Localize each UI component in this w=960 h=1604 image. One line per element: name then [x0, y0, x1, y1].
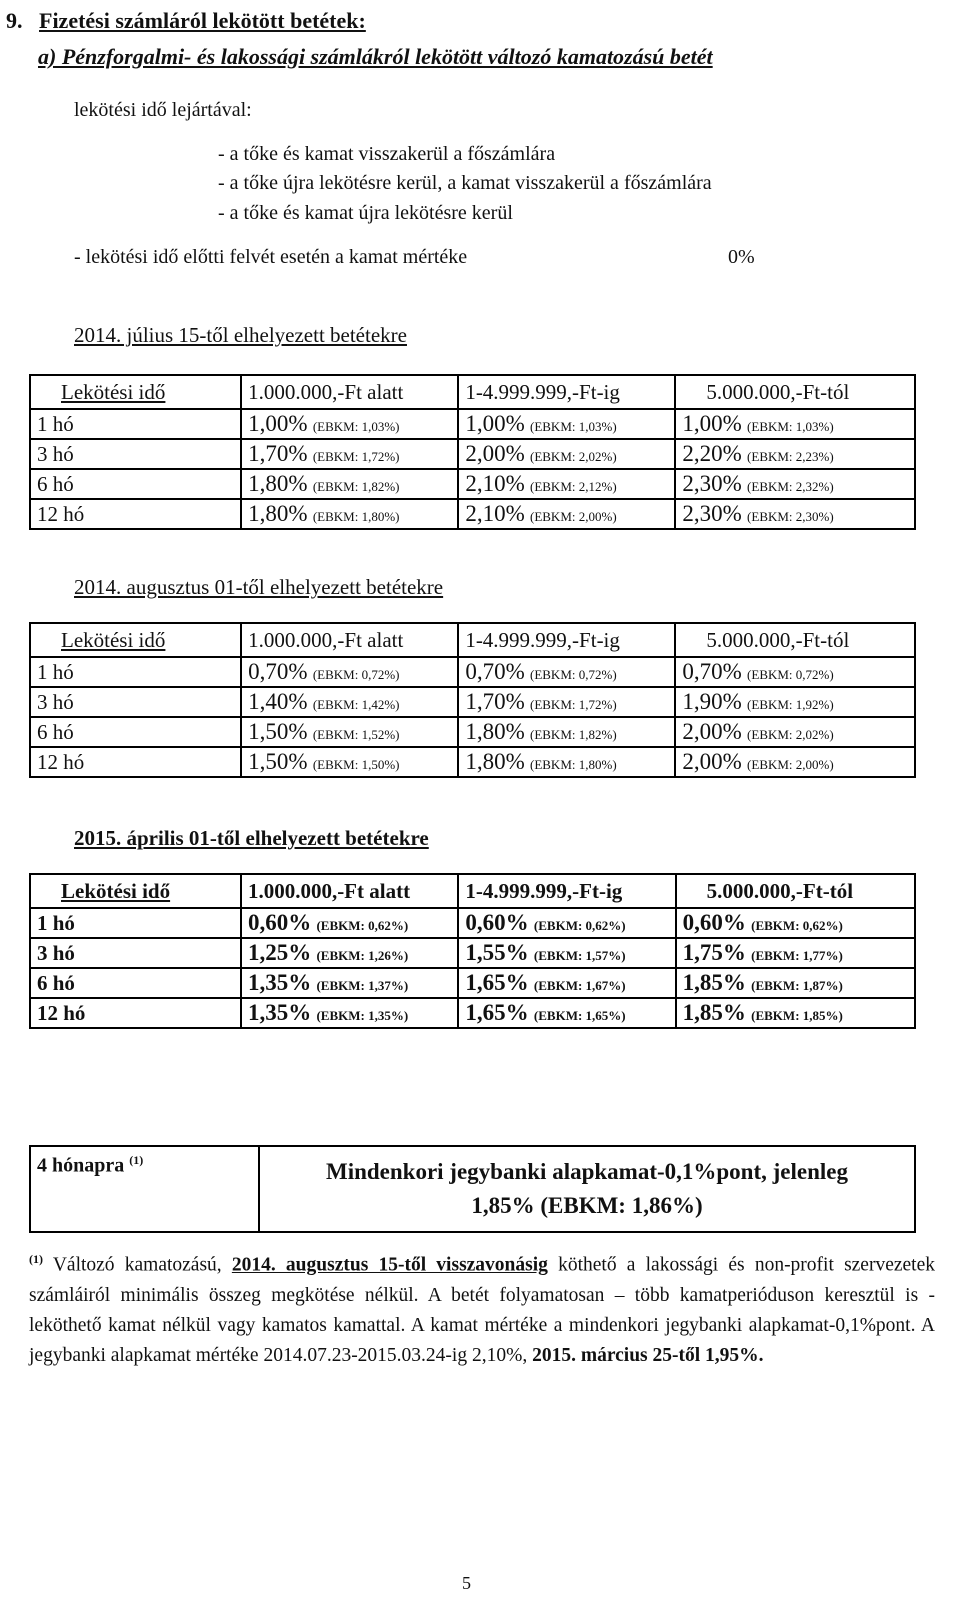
rate-cell [458, 717, 675, 747]
rate-value: 1,90% [682, 689, 742, 714]
rate-value: 1,25% [247, 940, 312, 965]
ebkm-value: (EBKM: 0,72%) [747, 667, 834, 682]
rate-cell [241, 938, 458, 968]
rate-cell [241, 747, 458, 777]
section-number: 9. [6, 8, 23, 33]
rates-table [29, 374, 916, 530]
ebkm-value: (EBKM: 1,50%) [312, 757, 400, 772]
header-tier: 5.000.000,-Ft-tól [676, 874, 915, 908]
rate-cell [458, 499, 675, 529]
rate-cell [458, 657, 675, 687]
option-item: - a tőke és kamat visszakerül a főszámlára [218, 143, 556, 165]
early-withdrawal-value: 0% [728, 246, 755, 268]
rate-value: 1,80% [248, 471, 308, 496]
section-title [6, 8, 366, 34]
page-number: 5 [462, 1573, 471, 1593]
header-tier: 5.000.000,-Ft-tól [675, 375, 915, 409]
ebkm-value: (EBKM: 1,65%) [533, 1008, 626, 1023]
ebkm-value: (EBKM: 1,80%) [312, 509, 400, 524]
option-item: - a tőke és kamat újra lekötésre kerül [218, 202, 513, 224]
rate-cell [241, 439, 458, 469]
term-cell: 6 hó [30, 469, 241, 499]
term-cell: 12 hó [30, 998, 241, 1028]
special-deposit-table [29, 1145, 916, 1233]
section-heading: 2015. április 01-től elhelyezett betétekre [74, 826, 429, 850]
rate-cell [458, 439, 675, 469]
ebkm-value: (EBKM: 1,03%) [747, 419, 834, 434]
maturity-label: lekötési idő lejártával: [74, 99, 252, 121]
rate-value: 1,85% [682, 1000, 746, 1025]
ebkm-value: (EBKM: 1,82%) [529, 727, 617, 742]
rate-value: 1,40% [248, 689, 308, 714]
ebkm-value: (EBKM: 1,52%) [312, 727, 400, 742]
table-row [30, 1146, 915, 1232]
rate-cell [458, 908, 675, 938]
header-tier: 1-4.999.999,-Ft-ig [458, 874, 675, 908]
term-cell: 1 hó [30, 657, 241, 687]
ebkm-value: (EBKM: 0,72%) [312, 667, 400, 682]
ebkm-value: (EBKM: 1,72%) [312, 449, 400, 464]
rate-cell [458, 938, 675, 968]
ebkm-value: (EBKM: 1,03%) [529, 419, 617, 434]
table-row [30, 908, 915, 938]
footnote-mark: (1) [29, 1252, 43, 1266]
subsection-title: a) Pénzforgalmi- és lakossági számlákról lekötött változó kamatozású betét [38, 44, 713, 69]
rate-cell [676, 968, 915, 998]
rate-value: 1,65% [465, 1000, 529, 1025]
rate-cell [675, 439, 915, 469]
rate-value: 1,00% [465, 411, 525, 436]
ebkm-value: (EBKM: 1,80%) [529, 757, 617, 772]
header-term: Lekötési idő [30, 874, 241, 908]
table-row [30, 409, 915, 439]
ebkm-value: (EBKM: 2,02%) [529, 449, 617, 464]
rate-cell [241, 499, 458, 529]
term-cell: 12 hó [30, 499, 241, 529]
rate-value: 1,80% [465, 749, 525, 774]
rate-cell [241, 717, 458, 747]
term-cell: 3 hó [30, 687, 241, 717]
ebkm-value: (EBKM: 1,26%) [316, 948, 409, 963]
ebkm-value: (EBKM: 2,00%) [747, 757, 834, 772]
special-rate-cell [259, 1146, 915, 1232]
rate-cell [675, 469, 915, 499]
table-header-row [30, 874, 915, 908]
rate-cell [675, 409, 915, 439]
rate-cell [458, 968, 675, 998]
rate-cell [241, 657, 458, 687]
rate-cell [241, 908, 458, 938]
footnote-bold-end: 2015. március 25-től 1,95%. [532, 1344, 764, 1366]
ebkm-value: (EBKM: 1,57%) [533, 948, 626, 963]
rate-value: 1,35% [247, 970, 312, 995]
table-row [30, 499, 915, 529]
rate-cell [675, 499, 915, 529]
rate-cell [241, 998, 458, 1028]
rate-value: 1,85% [682, 970, 746, 995]
footnote-part: köthető a lakossági és non-profit szervezetek számláiról minimális összeg megkötése nélkül. A betét folyamatosan – több kamatperióduson keresztül is - leköthető kamat nélkül vagy kamatos kamattal. A kamat mértéke a mindenkori jegybanki alapkamat-0,1%pont. A jegybanki alapkamat mértéke 2014.07.23-2015.03.24-ig 2,10%, [29, 1254, 935, 1366]
rate-cell [675, 687, 915, 717]
table-row [30, 657, 915, 687]
special-term-label: 4 hónapra [37, 1154, 125, 1177]
rate-value: 0,70% [465, 659, 525, 684]
table-row [30, 717, 915, 747]
rate-cell [676, 938, 915, 968]
rate-value: 0,70% [682, 659, 742, 684]
table-header-row [30, 623, 915, 657]
rate-cell [241, 469, 458, 499]
ebkm-value: (EBKM: 1,92%) [747, 697, 834, 712]
rate-cell [458, 747, 675, 777]
ebkm-value: (EBKM: 2,00%) [529, 509, 617, 524]
rate-value: 2,00% [682, 749, 742, 774]
ebkm-value: (EBKM: 0,62%) [751, 918, 843, 933]
rate-cell [241, 687, 458, 717]
footnote-part: Változó kamatozású, [43, 1254, 232, 1276]
ebkm-value: (EBKM: 0,72%) [529, 667, 617, 682]
option-item: - a tőke újra lekötésre kerül, a kamat visszakerül a főszámlára [218, 172, 712, 194]
rate-cell [458, 469, 675, 499]
ebkm-value: (EBKM: 0,62%) [533, 918, 626, 933]
rate-cell [676, 998, 915, 1028]
rate-cell [458, 409, 675, 439]
footnote-text [29, 1244, 935, 1371]
rates-table [29, 622, 916, 778]
header-tier: 1-4.999.999,-Ft-ig [458, 375, 675, 409]
rate-value: 1,50% [248, 749, 308, 774]
rate-value: 1,65% [465, 970, 529, 995]
header-tier: 1.000.000,-Ft alatt [241, 623, 458, 657]
rate-value: 1,70% [248, 441, 308, 466]
rates-table [29, 873, 916, 1029]
ebkm-value: (EBKM: 1,85%) [751, 1008, 843, 1023]
footnote-mark: (1) [129, 1153, 144, 1167]
ebkm-value: (EBKM: 0,62%) [316, 918, 409, 933]
term-cell: 6 hó [30, 717, 241, 747]
rate-value: 2,20% [682, 441, 742, 466]
header-term: Lekötési idő [30, 375, 241, 409]
rate-cell [675, 657, 915, 687]
ebkm-value: (EBKM: 2,02%) [747, 727, 834, 742]
ebkm-value: (EBKM: 1,37%) [316, 978, 409, 993]
ebkm-value: (EBKM: 2,12%) [529, 479, 617, 494]
rate-value: 2,00% [682, 719, 742, 744]
term-cell: 6 hó [30, 968, 241, 998]
ebkm-value: (EBKM: 1,35%) [316, 1008, 409, 1023]
rate-cell [458, 998, 675, 1028]
table-row [30, 968, 915, 998]
ebkm-value: (EBKM: 1,87%) [751, 978, 843, 993]
table-row [30, 998, 915, 1028]
term-cell: 1 hó [30, 908, 241, 938]
rate-value: 1,00% [248, 411, 308, 436]
rate-value: 2,30% [682, 501, 742, 526]
ebkm-value: (EBKM: 1,67%) [533, 978, 626, 993]
rate-cell [676, 908, 915, 938]
rate-value: 0,60% [682, 910, 746, 935]
header-tier: 1-4.999.999,-Ft-ig [458, 623, 675, 657]
ebkm-value: (EBKM: 1,82%) [312, 479, 400, 494]
early-withdrawal-label: - lekötési idő előtti felvét esetén a kamat mértéke [74, 246, 468, 268]
special-term-cell [30, 1146, 259, 1232]
rate-value: 2,30% [682, 471, 742, 496]
rate-value: 2,10% [465, 501, 525, 526]
rate-value: 2,10% [465, 471, 525, 496]
header-tier: 5.000.000,-Ft-tól [675, 623, 915, 657]
rate-value: 1,75% [682, 940, 746, 965]
rate-cell [241, 409, 458, 439]
rate-value: 1,50% [248, 719, 308, 744]
ebkm-value: (EBKM: 1,42%) [312, 697, 400, 712]
ebkm-value: (EBKM: 1,77%) [751, 948, 843, 963]
rate-value: 0,60% [465, 910, 529, 935]
rate-cell [458, 687, 675, 717]
table-header-row [30, 375, 915, 409]
rate-value: 1,35% [247, 1000, 312, 1025]
special-rate-line2: 1,85% (EBKM: 1,86%) [471, 1193, 703, 1218]
section-heading: 2014. július 15-től elhelyezett betétekre [74, 323, 407, 347]
rate-value: 1,70% [465, 689, 525, 714]
rate-cell [241, 968, 458, 998]
table-row [30, 938, 915, 968]
rate-value: 1,80% [465, 719, 525, 744]
table-row [30, 469, 915, 499]
term-cell: 12 hó [30, 747, 241, 777]
table-row [30, 439, 915, 469]
rate-value: 0,70% [248, 659, 308, 684]
term-cell: 1 hó [30, 409, 241, 439]
rate-value: 0,60% [247, 910, 312, 935]
section-title-text: Fizetési számláról lekötött betétek: [39, 8, 366, 33]
ebkm-value: (EBKM: 2,23%) [747, 449, 834, 464]
header-tier: 1.000.000,-Ft alatt [241, 375, 458, 409]
header-term: Lekötési idő [30, 623, 241, 657]
term-cell: 3 hó [30, 439, 241, 469]
ebkm-value: (EBKM: 2,32%) [747, 479, 834, 494]
table-row [30, 747, 915, 777]
rate-cell [675, 717, 915, 747]
ebkm-value: (EBKM: 1,03%) [312, 419, 400, 434]
special-rate-line1: Mindenkori jegybanki alapkamat-0,1%pont, jelenleg [325, 1159, 848, 1184]
section-heading: 2014. augusztus 01-től elhelyezett betétekre [74, 575, 444, 599]
term-cell: 3 hó [30, 938, 241, 968]
rate-value: 1,80% [248, 501, 308, 526]
rate-value: 1,55% [465, 940, 529, 965]
ebkm-value: (EBKM: 1,72%) [529, 697, 617, 712]
rate-value: 1,00% [682, 411, 742, 436]
table-row [30, 687, 915, 717]
rate-cell [675, 747, 915, 777]
header-tier: 1.000.000,-Ft alatt [241, 874, 458, 908]
rate-value: 2,00% [465, 441, 525, 466]
ebkm-value: (EBKM: 2,30%) [747, 509, 834, 524]
footnote-highlight: 2014. augusztus 15-től visszavonásig [231, 1254, 548, 1276]
